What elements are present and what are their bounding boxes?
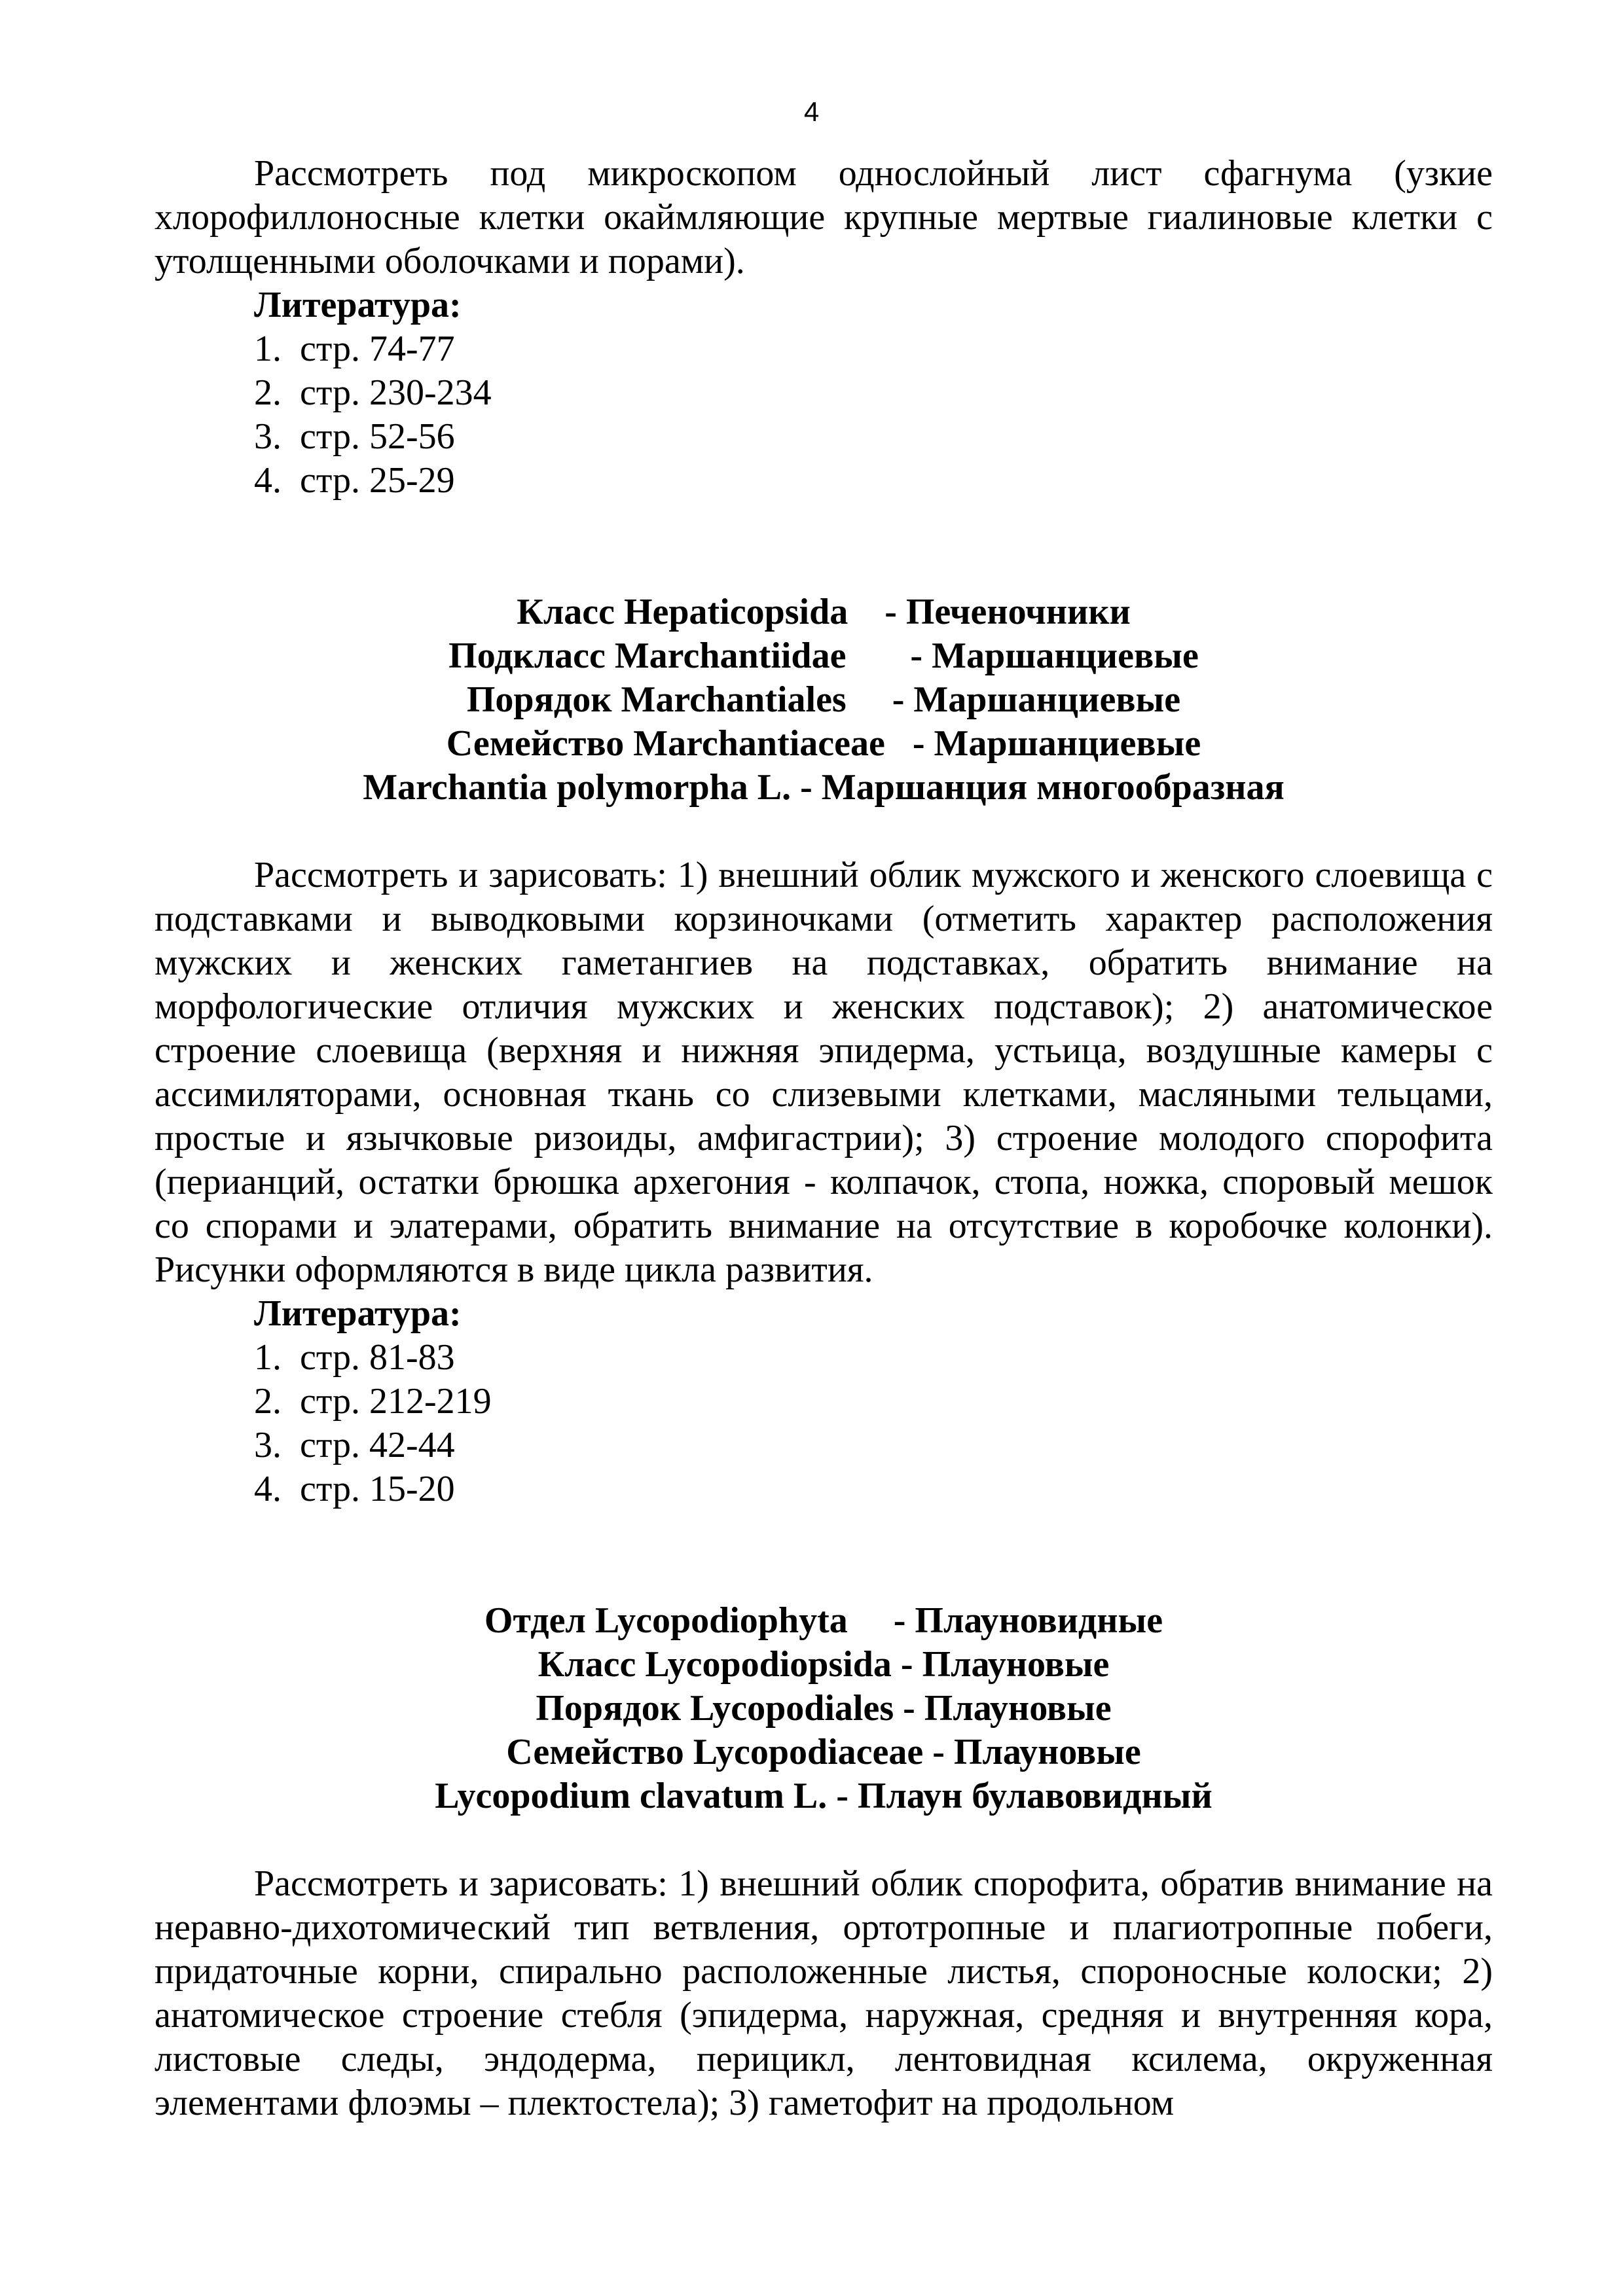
marchantia-taxonomy-heading	[155, 590, 1493, 810]
sphagnum-paragraph: Рассмотреть под микроскопом однослойный лист сфагнума (узкие хлорофиллоносные клетки окаймляющие крупные мертвые гиалиновые клетки с утолщенными оболочками и порами).	[155, 153, 1493, 281]
taxon-species-line: Lycopodium clavatum L. - Плаун булавовидный	[435, 1776, 1213, 1816]
taxon-division-line: Отдел Lycopodiophyta - Плауновидные	[484, 1600, 1163, 1641]
lycopodium-taxonomy-heading	[155, 1599, 1493, 1818]
literature-list	[155, 327, 1493, 503]
list-item: 1. стр. 74-77	[254, 329, 455, 369]
taxon-family-line: Семейство Lycopodiaceae - Плауновые	[506, 1732, 1141, 1772]
list-item: 1. стр. 81-83	[254, 1337, 455, 1378]
taxon-class-line: Класс Hepaticopsida - Печеночники	[517, 592, 1131, 632]
list-item: 3. стр. 52-56	[254, 416, 455, 457]
list-item: 4. стр. 25-29	[254, 460, 455, 501]
taxon-subclass-line: Подкласс Marchantiidae - Маршанциевые	[448, 636, 1199, 676]
lycopodium-paragraph: Рассмотреть и зарисовать: 1) внешний облик спорофита, обратив внимание на неравно-дихотомический тип ветвления, ортотропные и плагиотропные побеги, придаточные корни, спирально расположенные листья, спороносные колоски; 2) анатомическое строение стебля (эпидерма, наружная, средняя и внутренняя кора, листовые следы, эндодерма, перицикл, лентовидная ксилема, окруженная элементами флоэмы – плектостела); 3) гаметофит на продольном	[155, 1863, 1493, 2123]
list-item: 2. стр. 212-219	[254, 1381, 492, 1422]
list-item: 3. стр. 42-44	[254, 1425, 455, 1465]
list-item: 2. стр. 230-234	[254, 372, 492, 413]
taxon-class-line: Класс Lycopodiopsida - Плауновые	[538, 1644, 1110, 1685]
taxon-order-line: Порядок Lycopodiales - Плауновые	[536, 1688, 1112, 1729]
taxon-species-line: Marchantia polymorpha L. - Маршанция многообразная	[363, 767, 1285, 808]
taxon-order-line: Порядок Marchantiales - Маршанциевые	[466, 679, 1181, 720]
page-number: 4	[803, 96, 820, 127]
literature-heading: Литература:	[254, 285, 462, 325]
list-item: 4. стр. 15-20	[254, 1469, 455, 1509]
page-content	[155, 152, 1493, 2125]
literature-list	[155, 1336, 1493, 1511]
literature-heading: Литература:	[254, 1293, 462, 1334]
taxon-family-line: Семейство Marchantiaceae - Маршанциевые	[446, 723, 1201, 764]
marchantia-paragraph: Рассмотреть и зарисовать: 1) внешний облик мужского и женского слоевища с подставками и выводковыми корзиночками (отметить характер расположения мужских и женских гаметангиев на подставках, обратить внимание на морфологические отличия мужских и женских подставок); 2) анатомическое строение слоевища (верхняя и нижняя эпидерма, устьица, воздушные камеры с ассимиляторами, основная ткань со слизевыми клетками, масляными тельцами, простые и язычковые ризоиды, амфигастрии); 3) строение молодого спорофита (перианций, остатки брюшка архегония - колпачок, стопа, ножка, споровый мешок со спорами и элатерами, обратить внимание на отсутствие в коробочке колонки). Рисунки оформляются в виде цикла развития.	[155, 855, 1493, 1290]
